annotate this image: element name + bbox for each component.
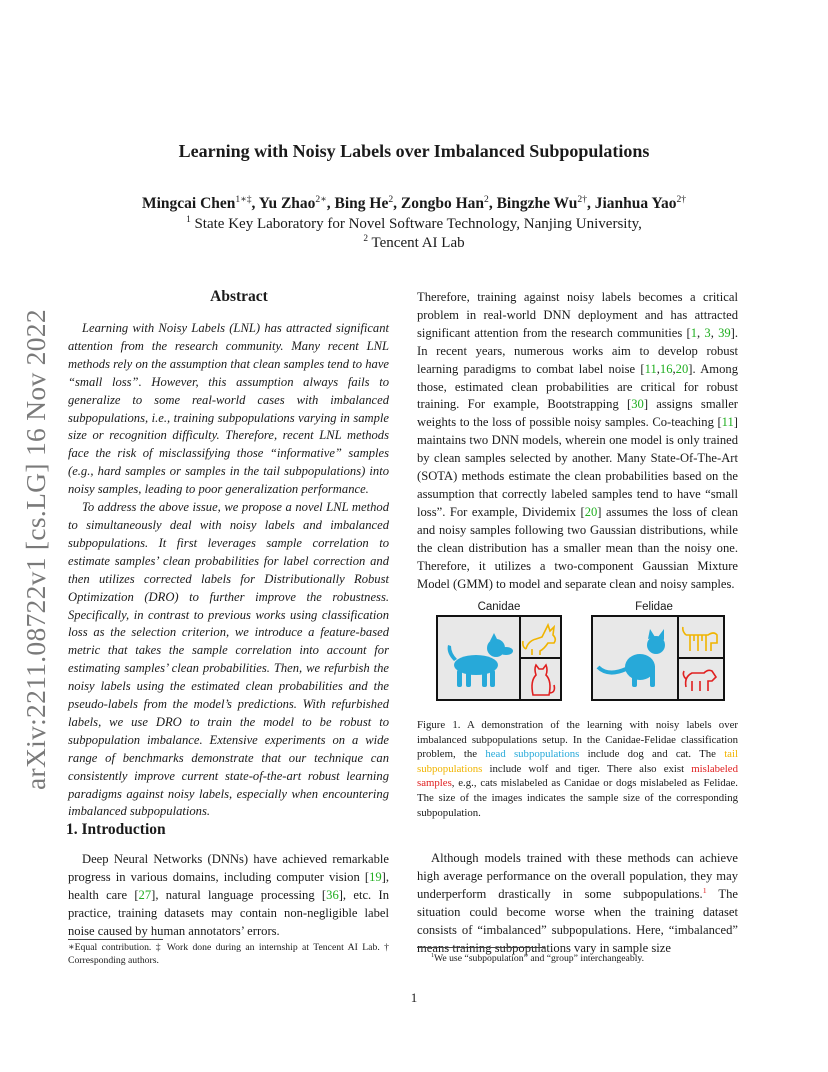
citation-link[interactable]: 20 bbox=[675, 361, 689, 376]
text-run: ] maintains two DNN models, wherein one model is only trained by clean samples selected by another. Many State-Of-The-Art (SOTA) methods estimate the clean probabilities based on the assumption that correctly labeled samples tend to have “small loss”. For example, Dividemix [ bbox=[417, 415, 738, 519]
author-mark: 2† bbox=[676, 193, 687, 205]
caption-text: include wolf and tiger. There also exist bbox=[482, 762, 692, 775]
text-run: , bbox=[672, 361, 676, 376]
citation-link[interactable]: 11 bbox=[721, 415, 734, 430]
text-run: The situation could become worse when the training dataset consists of “imbalanced” subpopulations. Here, “imbalanced” means training subpopulations vary in sample size bbox=[417, 886, 738, 955]
citation-link[interactable]: 11 bbox=[644, 361, 657, 376]
citation-link[interactable]: 36 bbox=[326, 887, 339, 902]
footnote-link[interactable]: 1 bbox=[702, 885, 707, 895]
footnote-text: We use “subpopulation” and “group” interchangeably. bbox=[434, 953, 645, 964]
figure-label-felidae: Felidae bbox=[635, 601, 673, 613]
intro-paragraph bbox=[68, 851, 389, 941]
citation-link[interactable]: 30 bbox=[631, 397, 644, 412]
affiliation-text: Tencent AI Lab bbox=[368, 235, 465, 251]
citation-link[interactable]: 1 bbox=[690, 325, 697, 340]
text-run: ] assigns smaller weights to the loss of possible noisy samples. Co-teaching [ bbox=[417, 397, 738, 430]
body-paragraph bbox=[417, 850, 738, 957]
affiliation-number: 2 bbox=[363, 234, 369, 244]
figure-1-caption bbox=[417, 718, 738, 820]
section-heading-introduction: 1. Introduction bbox=[66, 821, 166, 838]
text-run: ]. Among those, estimated clean probabilities are critical for robust training. For example, Bootstrapping [ bbox=[417, 361, 738, 412]
citation-link[interactable]: 20 bbox=[584, 504, 598, 519]
citation-link[interactable]: 16 bbox=[659, 361, 673, 376]
figure-label-canidae: Canidae bbox=[477, 601, 521, 613]
arxiv-identifier: arXiv:2211.08722v1 [cs.LG] 16 Nov 2022 bbox=[20, 309, 51, 790]
citation-link[interactable]: 39 bbox=[718, 325, 731, 340]
author-name: , Jianhua Yao bbox=[587, 195, 677, 212]
text-run: ], natural language processing [ bbox=[151, 887, 327, 902]
text-run: ]. In recent years, numerous works aim to develop robust learning paradigms to combat label noise [ bbox=[417, 325, 739, 376]
author-name: , Yu Zhao bbox=[251, 195, 316, 212]
citation-link[interactable]: 27 bbox=[138, 887, 152, 902]
author-name: , Zongbo Han bbox=[393, 195, 485, 212]
abstract-heading: Abstract bbox=[210, 288, 268, 305]
author-mark: 2† bbox=[577, 193, 587, 205]
affiliation-text: State Key Laboratory for Novel Software Technology, Nanjing University, bbox=[190, 216, 642, 232]
footnote-number: 1 bbox=[431, 952, 434, 959]
intro-body bbox=[68, 851, 389, 941]
page-number: 1 bbox=[410, 990, 418, 1005]
paper-title: Learning with Noisy Labels over Imbalanced Subpopulations bbox=[178, 141, 650, 161]
caption-mislabeled-term: mislabeled samples bbox=[417, 762, 738, 790]
caption-text: Figure 1. A demonstration of the learning with noisy labels over imbalanced subpopulations setup. In the Canidae-Felidae classification problem, the bbox=[417, 719, 738, 761]
citation-link[interactable]: 19 bbox=[369, 869, 382, 884]
text-run: Although models trained with these methods can achieve high average performance on the overall population, they may underperform drastically in some subpopulations. bbox=[417, 851, 738, 901]
author-name: , Bingzhe Wu bbox=[488, 195, 578, 212]
footnote-equal-contribution: ∗Equal contribution. ‡ Work done during an internship at Tencent AI Lab. † Corresponding authors. bbox=[68, 942, 389, 966]
abstract-paragraph: To address the above issue, we propose a novel LNL method to simultaneously deal with noisy labels and imbalanced subpopulations. It first leverages sample correlation to estimate samples’ clean probabilities for label correction and then utilizes corrected labels for Distributionally Robust Optimization (DRO) to further improve the robustness. Specifically, in contrast to previous works using classification loss as the selection criterion, we introduce a feature-based metric that takes the sample correlation into account for estimating samples’ clean probabilities. Then, we refurbish the noisy labels using the estimated clean probabilities and the pseudo-labels from the model’s predictions. With refurbished labels, we use DRO to train the model to be robust to subpopulation imbalance. Extensive experiments on a wide range of benchmarks demonstrate that our technique can consistently improve current state-of-the-art robust learning paradigms against noisy labels, especially when encountering imbalanced subpopulations. bbox=[68, 500, 389, 819]
text-run: ] assumes the loss of clean and noisy samples following two Gaussian distributions, while the clean distribution has a smaller mean than the noisy one. Therefore, it utilizes a two-component Gaussian Mixture Model (GMM) to model and separate clean and noisy samples. bbox=[417, 504, 739, 591]
caption-tail-term: tail subpopulations bbox=[417, 748, 738, 775]
affiliation-number: 1 bbox=[186, 215, 191, 225]
author-name: , Bing He bbox=[326, 195, 389, 212]
body-paragraph bbox=[417, 289, 738, 593]
caption-text: include dog and cat. The bbox=[579, 748, 725, 761]
text-run: , bbox=[710, 325, 719, 340]
footnote-subpopulation bbox=[417, 952, 738, 965]
text-run: , bbox=[656, 361, 660, 376]
abstract-paragraph: Learning with Noisy Labels (LNL) has attracted significant attention from the research community. Many recent LNL methods rely on the assumption that clean samples tend to have “small loss”. However, this assumption always fails to generalize to some real-world cases with imbalanced subpopulations, i.e., training subpopulations varying in sample size or recognition difficulty. Therefore, recent LNL methods face the risk of misclassifying those “informative” samples (e.g., hard samples or samples in the tail subpopulations) into noisy samples, leading to poor generalization performance. bbox=[68, 321, 389, 497]
text-run: Therefore, training against noisy labels becomes a critical problem in real-world DNN deployment and has attracted significant attention from the research communities [ bbox=[417, 290, 738, 340]
text-run: Deep Neural Networks (DNNs) have achieved remarkable progress in various domains, including computer vision [ bbox=[68, 852, 389, 884]
text-run: ], etc. In practice, training datasets may contain non-negligible label noise caused by human annotators’ errors. bbox=[68, 887, 389, 938]
citation-link[interactable]: 3 bbox=[704, 325, 711, 340]
author-list bbox=[0, 194, 828, 214]
author-mark: 1∗‡ bbox=[235, 193, 252, 205]
figure-1-illustration bbox=[436, 615, 726, 702]
abstract-body bbox=[68, 320, 389, 821]
affiliation-1 bbox=[0, 214, 828, 234]
right-column-body-continued bbox=[417, 850, 738, 957]
author-mark: 2∗ bbox=[315, 193, 327, 205]
caption-text: , e.g., cats mislabeled as Canidae or dogs mislabeled as Felidae. The size of the images indicates the sample size of the corresponding subpopulation. bbox=[417, 777, 738, 819]
text-run: ], health care [ bbox=[68, 869, 389, 902]
author-mark: 2 bbox=[388, 193, 394, 205]
footnote-rule bbox=[417, 947, 545, 948]
affiliation-2 bbox=[0, 233, 828, 253]
text-run: , bbox=[697, 325, 705, 340]
right-column-body bbox=[417, 289, 738, 593]
author-name: Mingcai Chen bbox=[141, 195, 236, 212]
footnote-rule bbox=[68, 939, 163, 940]
caption-head-term: head subpopulations bbox=[485, 748, 580, 761]
author-mark: 2 bbox=[484, 193, 489, 205]
